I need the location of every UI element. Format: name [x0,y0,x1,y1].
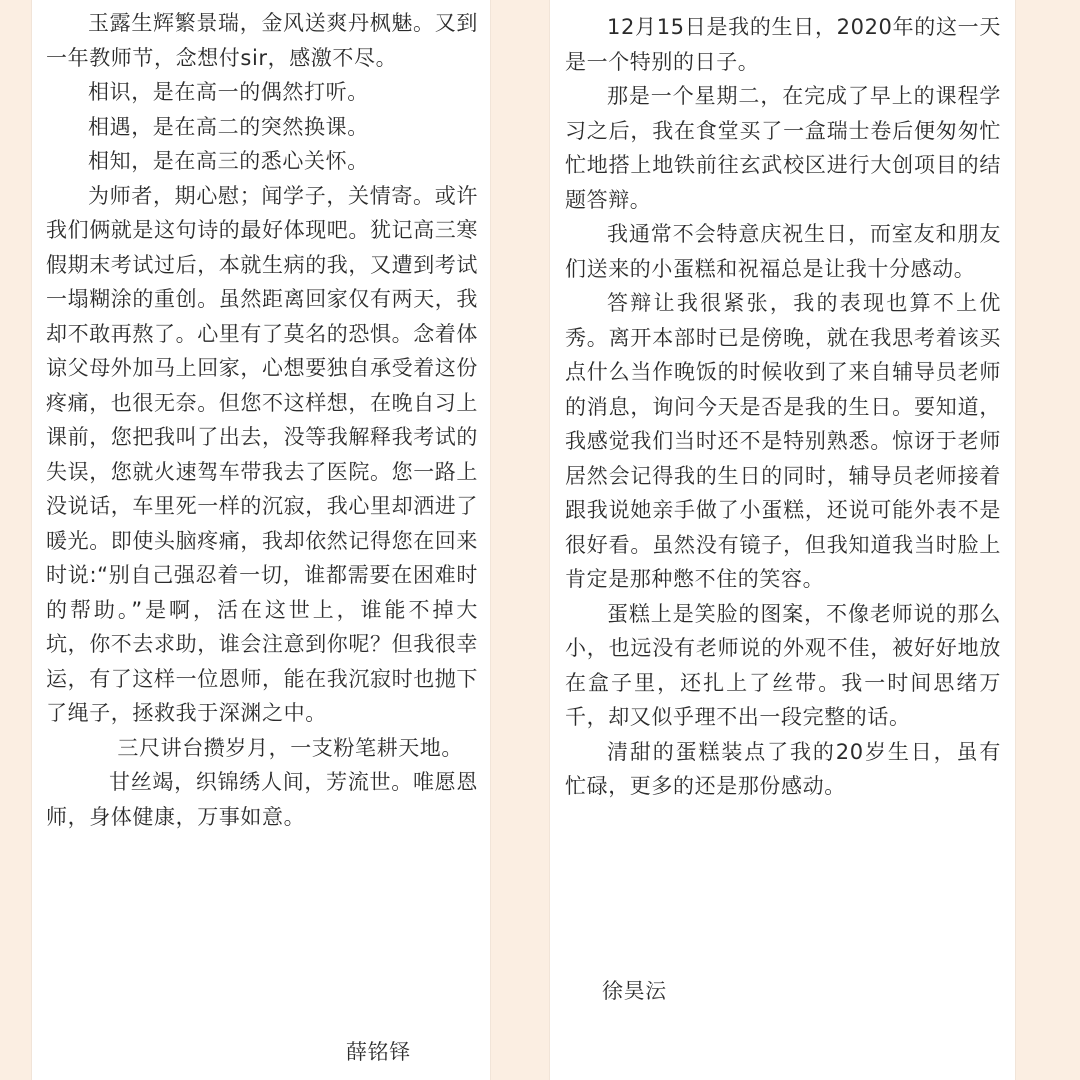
left-letter-panel [32,0,490,1080]
right-paragraph-defense: 答辩让我很紧张，我的表现也算不上优秀。离开本部时已是傍晚，就在我思考着该买点什么当作晚饭的时候收到了来自辅导员老师的消息，询问今天是否是我的生日。要知道，我感觉我们当时还不是特别熟悉。惊讶于老师居然会记得我的生日的同时，辅导员老师接着跟我说她亲手做了小蛋糕，还说可能外表不是很好看。虽然没有镜子，但我知道我当时脸上肯定是那种憋不住的笑容。 [565,291,1001,591]
left-paragraph-opening: 玉露生辉繁景瑞，金风送爽丹枫魅。又到一年教师节，念想付sir，感激不尽。 [46,11,478,70]
right-letter-panel [550,0,1015,1080]
left-paragraph-wishes: 甘丝竭，织锦绣人间，芳流世。唯愿恩师，身体健康，万事如意。 [46,770,478,829]
left-paragraph-story: 为师者，期心慰；闻学子，关情寄。或许我们俩就是这句诗的最好体现吧。犹记高三寒假期末考试过后，本就生病的我，又遭到考试一塌糊涂的重创。虽然距离回家仅有两天，我却不敢再熬了。心里有了莫名的恐惧。念着体谅父母外加马上回家，心想要独自承受着这份疼痛，也很无奈。但您不这样想，在晚自习上课前，您把我叫了出去，没等我解释我考试的失误，您就火速驾车带我去了医院。您一路上没说话，车里死一样的沉寂，我心里却洒进了暖光。即使头脑疼痛，我却依然记得您在回来时说:“别自己强忍着一切，谁都需要在困难时的帮助。”是啊，活在这世上，谁能不掉大坑，你不去求助，谁会注意到你呢？但我很幸运，有了这样一位恩师，能在我沉寂时也抛下了绳子，拯救我于深渊之中。 [46,183,478,725]
right-paragraph-cake: 蛋糕上是笑脸的图案，不像老师说的那么小，也远没有老师说的外观不佳，被好好地放在盒子里，还扎上了丝带。我一时间思绪万千，却又似乎理不出一段完整的话。 [565,601,1001,729]
right-paragraph-closing: 清甜的蛋糕装点了我的20岁生日，虽有忙碌，更多的还是那份感动。 [565,739,1001,798]
right-paragraph-tuesday: 那是一个星期二，在完成了早上的课程学习之后，我在食堂买了一盒瑞士卷后便匆匆忙忙地搭上地铁前往玄武校区进行大创项目的结题答辩。 [565,84,1001,212]
left-paragraph-acquaint: 相识，是在高一的偶然打听。 [88,80,369,104]
right-paragraph-birthday: 12月15日是我的生日，2020年的这一天是一个特别的日子。 [565,15,1001,74]
right-paragraph-celebrate: 我通常不会特意庆祝生日，而室友和朋友们送来的小蛋糕和祝福总是让我十分感动。 [565,222,1001,281]
right-signature: 徐昊沄 [602,979,667,1003]
left-signature: 薛铭铎 [346,1040,411,1064]
left-paragraph-know: 相知，是在高三的悉心关怀。 [88,149,369,173]
left-paragraph-couplet: 三尺讲台攒岁月，一支粉笔耕天地。 [117,735,463,760]
left-paragraph-meet: 相遇，是在高二的突然换课。 [88,114,369,139]
